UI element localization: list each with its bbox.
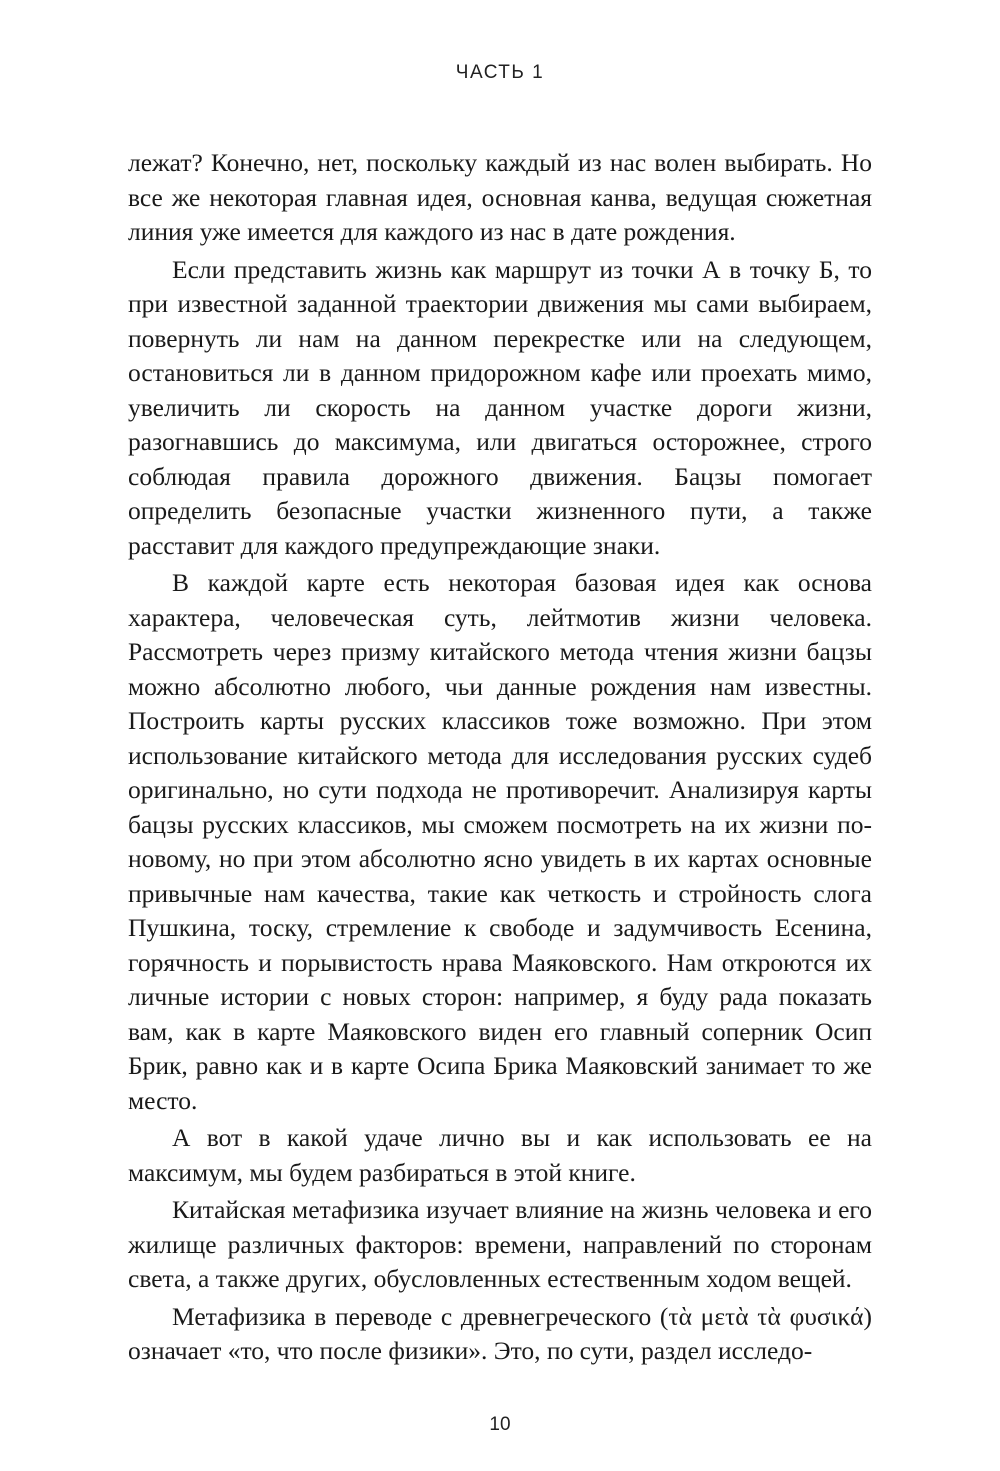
paragraph-4: А вот в какой удаче лично вы и как использовать ее на максимум, мы будем разбираться в этой книге. <box>128 1123 872 1187</box>
paragraph-5: Китайская метафизика изучает влияние на жизнь человека и его жилище различных факторов: времени, направлений по сторонам света, а также других, обусловленных естественным ходом вещей. <box>128 1195 872 1293</box>
body-text <box>128 146 872 1369</box>
running-header: ЧАСТЬ 1 <box>455 62 545 83</box>
page-number: 10 <box>489 1414 511 1435</box>
paragraph-6: Метафизика в переводе с древнегреческого (τὰ μετὰ τὰ φυσικά) означает «то, что после физики». Это, по сути, раздел исследо- <box>128 1301 872 1365</box>
paragraph-1: лежат? Конечно, нет, поскольку каждый из нас волен выбирать. Но все же некоторая главная идея, основная канва, ведущая сюжетная линия уже имеется для каждого из нас в дате рождения. <box>128 148 872 246</box>
paragraph-3: В каждой карте есть некоторая базовая идея как основа характера, человеческая суть, лейтмотив жизни человека. Рассмотреть через призму китайского метода чтения жизни бацзы можно абсолютно любого, чьи данные рождения нам известны. Построить карты русских классиков тоже возможно. При этом использование китайского метода для исследования русских судеб оригинально, но сути подхода не противоречит. Анализируя карты бацзы русских классиков, мы сможем посмотреть на их жизни по-новому, но при этом абсолютно ясно увидеть в их картах основные привычные нам качества, такие как четкость и стройность слога Пушкина, тоску, стремление к свободе и задумчивость Есенина, горячность и порывистость нрава Маяковского. Нам откроются их личные истории с новых сторон: например, я буду рада показать вам, как в карте Маяковского виден его главный соперник Осип Брик, равно как и в карте Осипа Брика Маяковский занимает то же место. <box>128 568 872 1115</box>
paragraph-2: Если представить жизнь как маршрут из точки А в точку Б, то при известной заданной траектории движения мы сами выбираем, повернуть ли нам на данном перекрестке или на следующем, остановиться ли в данном придорожном кафе или проехать мимо, увеличить ли скорость на данном участке дороги жизни, разогнавшись до максимума, или двигаться осторожнее, строго соблюдая правила дорожного движения. Бацзы помогает определить безопасные участки жизненного пути, а также расставит для каждого предупреждающие знаки. <box>128 254 872 560</box>
